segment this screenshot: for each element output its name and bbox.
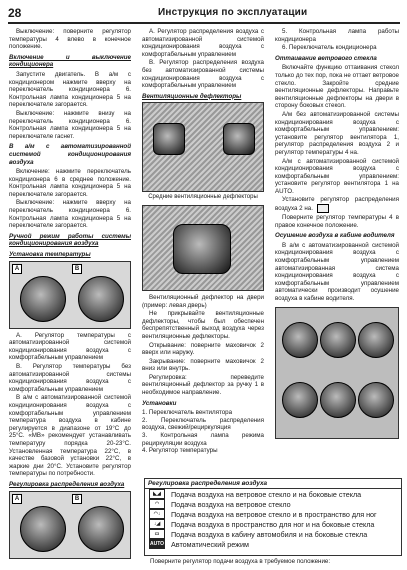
feet-side-icon: ↓◢ xyxy=(149,519,165,529)
legend-row xyxy=(145,519,401,529)
paragraph: 5. Контрольная лампа работы кондиционера xyxy=(275,28,399,43)
figure-label-b: B xyxy=(72,264,82,274)
windshield-icon: ◠ xyxy=(149,499,165,509)
paragraph: А. Регулятор распределения воздуха с автоматизированной системой кондиционирования воздуха с комфортабельным управлением xyxy=(142,28,264,58)
list-item: 3. Контрольная лампа режима рециркуляции воздуха xyxy=(142,432,264,447)
distribution-knob-icon xyxy=(20,506,66,552)
paragraph: Выключение: нажмите внизу на переключатель кондиционера 6. Контрольная лампа кондиционера 5 на переключателе гаснет. xyxy=(9,109,131,140)
defrost-icon xyxy=(317,204,329,213)
legend-text: Подача воздуха на ветровое стекло xyxy=(171,499,291,509)
paragraph: В а/м с автоматизированной системой кондиционирования воздуха с комфортабельным управлением автоматизированная система кондиционирования воздуха с комфортабельным управлением автоматически производит осушение воздуха в кабине водителя. xyxy=(275,241,399,302)
legend-text: Автоматический режим xyxy=(171,539,249,549)
paragraph-text: Установите регулятор распределения воздуха 2 на. xyxy=(275,196,399,213)
paragraph: В. Регулятор распределения воздуха без автоматизированной системы кондиционирования воздуха с комфортабельным управлением xyxy=(142,59,264,90)
figure-label-a: A xyxy=(12,494,22,504)
section-heading: Вентиляционные дефлекторы xyxy=(142,92,242,100)
vent-icon xyxy=(223,123,255,155)
section-heading: Осушение воздуха в кабине водителя xyxy=(275,232,395,240)
air-distribution-dial-figure xyxy=(9,491,131,559)
cabin-icon: ▭ xyxy=(149,529,165,539)
section-heading: Установка температуры xyxy=(9,251,91,259)
distribution-knob-icon xyxy=(78,506,124,552)
paragraph: Включайте функцию оттаивания стекол только до тех пор, пока не оттает ветровое стекло. Закройте средние вентиляционные дефлекторы. Направьте вентиляционные дефлекторы на двери в сторону боковых стекол. xyxy=(275,64,399,110)
windshield-feet-icon: ◠↓ xyxy=(149,509,165,519)
fan-knob-icon xyxy=(282,382,318,418)
paragraph: В. Регулятор температуры без автоматизированной системы кондиционирования воздуха с комфортабельным управлением xyxy=(9,363,131,393)
page-title: Инструкция по эксплуатации xyxy=(158,7,308,18)
vent-icon xyxy=(153,123,185,155)
door-vent-photo xyxy=(142,205,264,291)
paragraph: Регулировка: переведите вентиляционный дефлектор за ручку 1 в необходимое направление. xyxy=(142,373,264,397)
legend-text: Подача воздуха в кабину автомобиля и на боковые стекла xyxy=(171,529,368,539)
vent-icon xyxy=(173,224,231,274)
legend-row xyxy=(145,539,401,549)
list-item: 4. Регулятор температуры xyxy=(142,447,218,455)
section-heading: Регулировка распределения воздуха xyxy=(9,480,125,488)
column-right xyxy=(275,28,399,439)
temperature-knob-icon xyxy=(20,276,66,322)
column-middle xyxy=(142,28,264,455)
climate-panel-photo xyxy=(275,307,399,439)
paragraph: Поверните регулятор температуры 4 в правое конечное положение. xyxy=(275,214,399,229)
legend-text: Подача воздуха на ветровое стекло и в пространство для ног xyxy=(171,509,377,519)
paragraph: А/м с автоматизированной системой кондиционирования воздуха с комфортабельным управлением: установите регулятор вентилятора 1 на AUTO. xyxy=(275,157,399,195)
distribution-knob-icon xyxy=(320,322,356,358)
legend-row xyxy=(145,499,401,509)
legend-text: Подача воздуха на ветровое стекло и на боковые стекла xyxy=(171,489,362,499)
figure-label-b: B xyxy=(72,494,82,504)
section-heading: Оттаивание ветрового стекла xyxy=(275,54,377,62)
legend-text: Подача воздуха в пространство для ног и на боковые стекла xyxy=(171,519,375,529)
paragraph xyxy=(275,196,399,213)
paragraph: Выключение: поверните регулятор температуры 4 влево в конечное положение. xyxy=(9,28,131,51)
temperature-knob-icon xyxy=(358,382,394,418)
legend-row xyxy=(145,489,401,499)
paragraph: Не прикрывайте вентиляционные дефлекторы, чтобы был обеспечен беспрепятственный выход воздуха через вентиляционные дефлекторы. xyxy=(142,310,264,340)
legend-row xyxy=(145,529,401,539)
page-header xyxy=(8,6,400,24)
page-number: 28 xyxy=(8,6,22,20)
temperature-knob-icon xyxy=(358,322,394,358)
column-left xyxy=(9,28,131,559)
footer-note: Поверните регулятор подачи воздуха в требуемое положение: xyxy=(150,558,331,565)
paragraph: А. Регулятор температуры с автоматизированной системой кондиционирования воздуха с комфортабельным управлением xyxy=(9,331,131,362)
temperature-dial-figure xyxy=(9,261,131,329)
figure-label-a: A xyxy=(12,264,22,274)
temperature-knob-icon xyxy=(78,276,124,322)
paragraph: А/м без автоматизированной системы кондиционирования воздуха с комфортабельным управлением: установите регулятор вентилятора 1, регулятор распределения воздуха 2 и регулятор температуры 4 на. xyxy=(275,110,399,156)
legend-row xyxy=(145,509,401,519)
paragraph: Включение: нажмите переключатель кондиционера 6 в среднее положение. Контрольная лампа кондиционера 5 на переключателе загорается. xyxy=(9,168,131,198)
section-heading: Ручной режим работы системы кондиционирования воздуха xyxy=(9,232,131,248)
paragraph: Выключение: нажмите вверху на переключатель кондиционера 6. Контрольная лампа кондиционера 5 на переключателе загорается. xyxy=(9,199,131,230)
paragraph: Открывание: поверните маховичок 2 вверх или наружу. xyxy=(142,341,264,357)
paragraph: 6. Переключатель кондиционера xyxy=(282,44,377,52)
list-item: 2. Переключатель распределения воздуха, свежий/рециркуляция xyxy=(142,416,264,432)
windshield-side-icon: ◣◢ xyxy=(149,489,165,499)
air-distribution-legend xyxy=(144,478,402,556)
section-heading: В а/м с автоматизированной системой кондиционирования воздуха xyxy=(9,143,131,166)
center-vents-photo xyxy=(142,102,264,192)
section-heading: Включение и выключение кондиционера xyxy=(9,53,131,69)
fan-knob-icon xyxy=(282,322,318,358)
settings-list xyxy=(142,409,264,455)
auto-icon: AUTO xyxy=(150,541,165,547)
section-heading: Установки xyxy=(142,399,177,407)
distribution-knob-icon xyxy=(320,382,356,418)
paragraph: Вентиляционный дефлектор на двери (пример: левая дверь) xyxy=(142,293,264,309)
paragraph: Закрывание: поверните маховичок 2 вниз или внутрь. xyxy=(142,357,264,373)
legend-title: Регулировка распределения воздуха xyxy=(145,479,401,489)
list-item: 1. Переключатель вентилятора xyxy=(142,409,233,417)
paragraph: В а/м с автоматизированной системой кондиционирования воздуха с комфортабельным управлением температура воздуха в кабине регулируется в диапазоне от 19°С до 25°С. «МВ» рекомендует устанавливать температуру порядка 20-23°С. Установленная температура 22°С, в качестве базовой установки 22°С, в жаркие дни 20°С. Установите регулятор температуры по потребности. xyxy=(9,394,131,478)
paragraph: Запустите двигатель. В а/м с кондиционером нажмите вверху на переключатель кондиционера 6. Контрольная лампа кондиционера 5 на переключателе загорается. xyxy=(9,70,131,109)
figure-caption: Средние вентиляционные дефлекторы xyxy=(148,194,258,201)
